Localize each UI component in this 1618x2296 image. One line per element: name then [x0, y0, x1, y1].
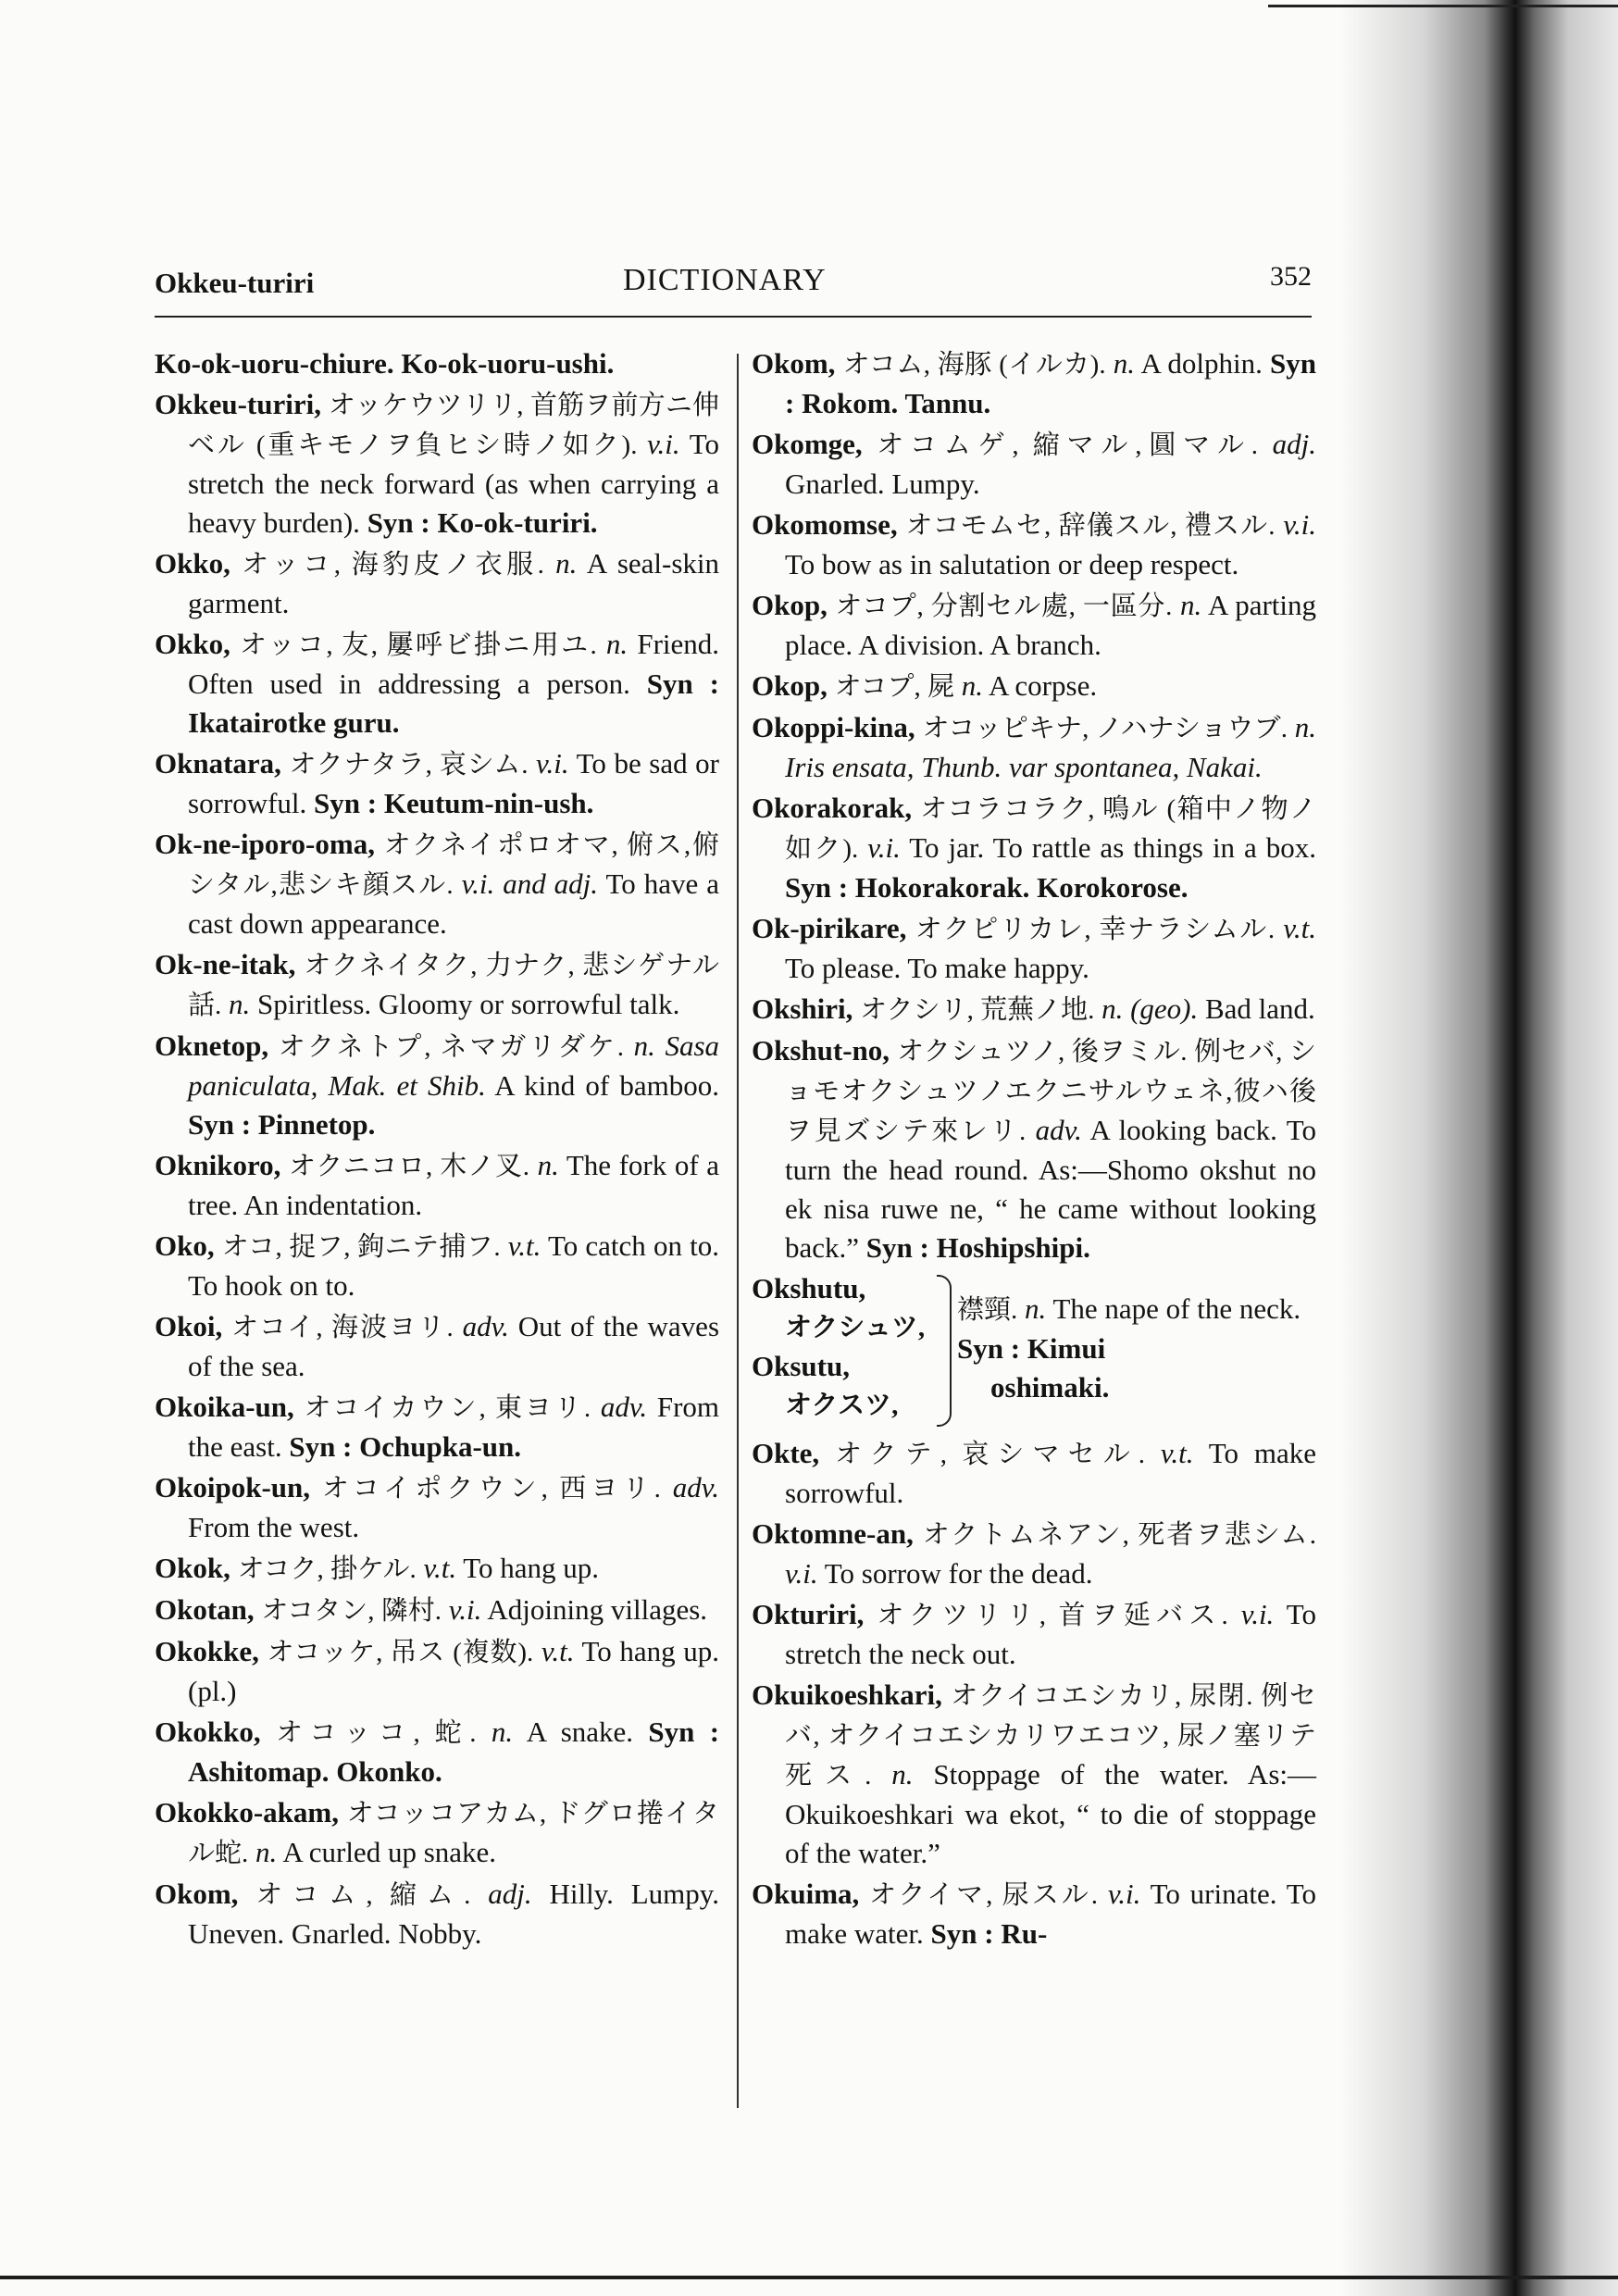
right-column [752, 344, 1316, 1955]
entry-headword: Okorakorak, [752, 792, 913, 824]
entry-synonym: Syn : Pinnetop. [188, 1108, 376, 1141]
entry-japanese: オッコ, 海豹皮ノ衣服. [242, 550, 544, 580]
entry-headword: Okuikoeshkari, [752, 1678, 942, 1711]
entry-grammar: v.i. [867, 831, 901, 864]
entry-headword: Oknikoro, [155, 1149, 281, 1181]
entry-definition: To stretch the neck out. [785, 1598, 1316, 1670]
book-title: DICTIONARY [623, 263, 827, 297]
entry-grammar: v.t. [541, 1635, 575, 1667]
entry-definition: To be sad or sorrowful. [188, 747, 720, 819]
entry-headword: Okko, [155, 547, 230, 580]
entry-japanese: オクピリカレ, 幸ナラシムル. [915, 915, 1276, 944]
entry-headword: Okop, [752, 669, 828, 702]
entry-grammar: n. [891, 1758, 914, 1791]
entry-japanese: オコイポクウン, 西ヨリ. [321, 1474, 661, 1504]
entry-japanese: オクツリリ, 首ヲ延バス. [877, 1601, 1228, 1630]
entry-definition: A dolphin. [1140, 347, 1263, 380]
dictionary-entry [155, 1027, 719, 1144]
entry-japanese: オッコ, 友, 屢呼ビ掛ニ用ユ. [240, 630, 597, 660]
dictionary-entry [752, 1515, 1316, 1593]
entry-grammar: v.i. [448, 1593, 482, 1626]
entry-grammar: adj. [1272, 428, 1316, 460]
entry-headword: Okokko-akam, [155, 1796, 339, 1828]
dictionary-entry [752, 667, 1316, 706]
dictionary-entry [752, 1031, 1316, 1267]
dictionary-entry [752, 909, 1316, 988]
entry-japanese: オコム, 海豚 (イルカ). [842, 350, 1106, 380]
brace-head-3: Oksutu, [752, 1350, 850, 1382]
entry-headword: Okokke, [155, 1635, 259, 1667]
entry-definition: To hang up. [463, 1552, 600, 1584]
brace-head-1: Okshutu, [752, 1272, 866, 1304]
dictionary-entry [752, 1676, 1316, 1873]
entry-grammar: v.t. [507, 1229, 541, 1262]
entry-japanese: オクイコエシカリ, 尿閉. 例セバ, オクイコエシカリワエコツ, 尿ノ塞リテ死ス. [785, 1681, 1317, 1791]
dictionary-entry [155, 1591, 719, 1630]
scan-edge-bottom [0, 2276, 1618, 2279]
entry-definition: From the west. [188, 1511, 360, 1543]
entry-headword: Okomomse, [752, 508, 898, 541]
entry-headword: Oknatara, [155, 747, 281, 780]
dictionary-entry [752, 1875, 1316, 1953]
entry-japanese: オコイ, 海波ヨリ. [231, 1313, 454, 1342]
entry-japanese: オクシュツノ, 後ヲミル. 例セバ, ショモオクシュツノエクニサルウェネ,彼ハ後ヲ見ズシテ來レリ. [785, 1037, 1316, 1146]
entry-japanese: オクナタラ, 哀シム. [289, 750, 529, 780]
entry-japanese: オクテ, 哀シマセル. [835, 1440, 1146, 1469]
entry-grammar: n. [605, 628, 629, 660]
entry-grammar: adj. [488, 1878, 532, 1910]
entry-definition: Out of the waves of the sea. [188, 1310, 720, 1382]
brace-syn: Syn : Kimui [957, 1332, 1106, 1365]
entry-headword: Okoppi-kina, [752, 711, 915, 743]
entry-japanese: オクイマ, 尿スル. [869, 1880, 1099, 1910]
dictionary-entry [155, 344, 719, 383]
entry-grammar: n. [1179, 589, 1202, 621]
entry-japanese: オコタン, 隣村. [261, 1596, 442, 1626]
entry-synonym: Syn : Rokom. Tannu. [785, 347, 1317, 419]
entry-definition: To sorrow for the dead. [824, 1557, 1093, 1590]
book-binding-shadow [1340, 0, 1618, 2296]
entry-headword: Okokko, [155, 1716, 261, 1748]
entry-headword: Ok-pirikare, [752, 912, 907, 944]
dictionary-entry [155, 544, 719, 623]
curly-brace [937, 1275, 952, 1427]
entry-grammar: adv. [672, 1471, 720, 1504]
brace-def-text: The nape of the neck. [1052, 1292, 1301, 1325]
entry-japanese: オクネイポロオマ, 俯ス,俯シタル,悲シキ顔スル. [188, 830, 719, 900]
entry-grammar: v.i. [1107, 1878, 1141, 1910]
entry-grammar: v.i. and adj. [461, 867, 599, 900]
entry-japanese: オコラコラク, 鳴ル (箱中ノ物ノ如ク). [785, 794, 1317, 864]
brace-head-2: オクシュツ, [785, 1313, 926, 1342]
entry-definition: To stretch the neck forward (as when carrying a heavy burden). [188, 428, 719, 539]
dictionary-entry [155, 625, 719, 742]
entry-continuation: Ko-ok-uoru-chiure. Ko-ok-uoru-ushi. [155, 347, 615, 380]
entry-japanese: オコ, 捉フ, 鉤ニテ捕フ. [221, 1232, 501, 1262]
entry-japanese: オコム, 縮ム. [255, 1880, 471, 1910]
entry-grammar: v.i. [1283, 508, 1316, 541]
header-rule [155, 316, 1312, 318]
dictionary-entry [155, 744, 719, 823]
entry-headword: Okko, [155, 628, 230, 660]
dictionary-entry [752, 505, 1316, 584]
entry-japanese: オコモムセ, 辞儀スル, 禮スル. [905, 511, 1276, 541]
entry-grammar: n. Sasa paniculata, Mak. et Shib. [188, 1029, 720, 1102]
entry-definition: To have a cast down appearance. [188, 867, 719, 940]
entry-grammar: adv. [1035, 1114, 1082, 1146]
dictionary-entry [752, 708, 1316, 787]
entry-definition: A snake. [526, 1716, 634, 1748]
entry-headword: Okshiri, [752, 992, 853, 1025]
entry-grammar: n. [537, 1149, 559, 1181]
entry-headword: Okoi, [155, 1310, 223, 1342]
entry-definition: Spiritless. Gloomy or sorrowful talk. [257, 988, 680, 1020]
entry-japanese: オクトムネアン, 死者ヲ悲シム. [922, 1520, 1316, 1550]
entry-japanese: オコッピキナ, ノハナショウブ. [922, 714, 1288, 743]
entry-grammar: n. [229, 988, 251, 1020]
entry-definition: To bow as in salutation or deep respect. [785, 548, 1239, 580]
entry-headword: Ok-ne-iporo-oma, [155, 828, 375, 860]
entry-japanese: オコプ, 屍 [834, 672, 954, 702]
entry-definition: Adjoining villages. [487, 1593, 708, 1626]
entry-headword: Okte, [752, 1437, 820, 1469]
brace-gram: n. [1025, 1292, 1047, 1325]
entry-grammar: v.i. [536, 747, 569, 780]
brace-definition [957, 1290, 1316, 1407]
entry-japanese: オッケウツリリ, 首筋ヲ前方ニ伸ベル (重キモノヲ負ヒシ時ノ如ク). [188, 391, 720, 460]
brace-jp: 襟頸. [957, 1295, 1018, 1325]
entry-headword: Okoipok-un, [155, 1471, 311, 1504]
dictionary-entry [155, 945, 719, 1025]
entry-japanese: オコッケ, 吊ス (複数). [267, 1638, 534, 1667]
entry-definition: The fork of a tree. An indentation. [188, 1149, 719, 1221]
entry-grammar: n. [255, 1836, 278, 1868]
dictionary-entry [155, 1793, 719, 1873]
dictionary-entry [155, 1632, 719, 1711]
entry-grammar: v.i. [647, 428, 680, 460]
entry-definition: To hang up. (pl.) [188, 1635, 719, 1707]
entry-synonym: Syn : Ikatairotke guru. [188, 668, 720, 739]
entry-synonym: Syn : Ru- [930, 1917, 1048, 1950]
dictionary-entry [752, 344, 1316, 423]
entry-headword: Okop, [752, 589, 828, 621]
entry-headword: Okotan, [155, 1593, 255, 1626]
running-head: Okkeu-turiri [155, 267, 315, 299]
entry-grammar: adv. [462, 1310, 509, 1342]
entry-grammar: n. Iris ensata, Thunb. var spontanea, Nakai. [785, 711, 1317, 783]
dictionary-entry [752, 789, 1316, 907]
entry-definition: To jar. To rattle as things in a box. [909, 831, 1316, 864]
entry-japanese: オコイカウン, 東ヨリ. [304, 1393, 591, 1423]
dictionary-entry [752, 586, 1316, 665]
entry-grammar: n. [491, 1716, 514, 1748]
entry-synonym: Syn : Ochupka-un. [289, 1430, 522, 1463]
entry-definition: A kind of bamboo. [494, 1069, 719, 1102]
dictionary-entry [155, 1146, 719, 1225]
entry-definition: A curled up snake. [282, 1836, 497, 1868]
dictionary-entry [155, 1549, 719, 1589]
entry-headword: Okoika-un, [155, 1391, 294, 1423]
entry-japanese: オコッコアカム, ドグロ捲イタル蛇. [188, 1799, 720, 1868]
entry-grammar: v.t. [423, 1552, 457, 1584]
brace-head-4: オクスツ, [785, 1391, 899, 1420]
column-divider [737, 354, 739, 2108]
entry-grammar: n. [555, 547, 578, 580]
brace-entry [752, 1269, 1316, 1434]
entry-headword: Okom, [752, 347, 836, 380]
dictionary-entry [155, 825, 719, 943]
dictionary-entry [752, 990, 1316, 1029]
dictionary-entry [752, 1434, 1316, 1513]
entry-definition: Gnarled. Lumpy. [785, 468, 980, 500]
entry-headword: Okuima, [752, 1878, 860, 1910]
entry-synonym: Syn : Ashitomap. Okonko. [188, 1716, 720, 1788]
dictionary-entry [155, 1875, 719, 1953]
entry-grammar: n. [1113, 347, 1136, 380]
entry-headword: Okshut-no, [752, 1034, 890, 1067]
entry-headword: Oko, [155, 1229, 215, 1262]
scan-edge-top [1268, 5, 1618, 7]
dictionary-entry [752, 1595, 1316, 1674]
entry-definition: A looking back. To turn the head round. As:—Shomo okshut no ek nisa ruwe ne, “ he came without looking back.” [785, 1114, 1316, 1264]
entry-headword: Okomge, [752, 428, 863, 460]
entry-japanese: オクネトプ, ネマガリダケ. [278, 1032, 624, 1062]
entry-definition: To please. To make happy. [785, 952, 1089, 984]
entry-headword: Okom, [155, 1878, 239, 1910]
entry-synonym: Syn : Ko-ok-turiri. [367, 506, 598, 539]
brace-syn-rest: oshimaki. [990, 1371, 1110, 1404]
entry-definition: From the east. [188, 1391, 720, 1463]
dictionary-entry [155, 1307, 719, 1386]
dictionary-entry [155, 1227, 719, 1305]
entry-headword: Okok, [155, 1552, 230, 1584]
dictionary-entry [155, 1713, 719, 1791]
entry-headword: Oktomne-an, [752, 1517, 914, 1550]
brace-headwords [752, 1269, 937, 1425]
entry-definition: Stoppage of the water. As:—Okuikoeshkari wa ekot, “ to die of stoppage of the water.” [785, 1758, 1316, 1869]
entry-headword: Okkeu-turiri, [155, 388, 321, 420]
entry-definition: A seal-skin garment. [188, 547, 720, 619]
entry-synonym: Syn : Hoshipshipi. [865, 1231, 1090, 1264]
entry-grammar: n. [961, 669, 983, 702]
entry-grammar: adv. [600, 1391, 648, 1423]
entry-japanese: オコムゲ, 縮マル,圓マル. [877, 430, 1259, 460]
entry-definition: Bad land. [1204, 992, 1315, 1025]
entry-japanese: オコク, 掛ケル. [237, 1554, 417, 1584]
entry-grammar: n. (geo). [1101, 992, 1199, 1025]
entry-grammar: v.i. [1240, 1598, 1275, 1630]
entry-synonym: Syn : Hokorakorak. Korokorose. [785, 871, 1189, 904]
entry-definition: Friend. Often used in addressing a person. [188, 628, 720, 700]
entry-japanese: オコプ, 分割セル處, 一區分. [835, 592, 1173, 621]
entry-japanese: オクニコロ, 木ノ叉. [288, 1152, 529, 1181]
entry-definition: A parting place. A division. A branch. [785, 589, 1316, 661]
entry-grammar: v.t. [1160, 1437, 1194, 1469]
entry-headword: Oknetop, [155, 1029, 269, 1062]
entry-definition: To make sorrowful. [785, 1437, 1317, 1509]
entry-definition: To catch on to. To hook on to. [188, 1229, 720, 1302]
entry-grammar: v.i. [785, 1557, 818, 1590]
left-column [155, 344, 719, 1955]
entry-definition: A corpse. [989, 669, 1098, 702]
page-number: 352 [1270, 261, 1312, 292]
entry-definition: Hilly. Lumpy. Uneven. Gnarled. Nobby. [188, 1878, 720, 1950]
entry-japanese: オクネイタク, 力ナク, 悲シゲナル話. [188, 951, 719, 1020]
entry-japanese: オクシリ, 荒蕪ノ地. [860, 995, 1095, 1025]
entry-definition: To urinate. To make water. [785, 1878, 1316, 1950]
page-header [155, 261, 1312, 313]
dictionary-entry [155, 385, 719, 543]
entry-headword: Ok-ne-itak, [155, 948, 296, 980]
entry-grammar: v.t. [1283, 912, 1316, 944]
dictionary-entry [155, 1468, 719, 1547]
dictionary-entry [155, 1388, 719, 1466]
dictionary-entry [752, 425, 1316, 504]
entry-synonym: Syn : Keutum-nin-ush. [314, 787, 594, 819]
entry-japanese: オコッコ, 蛇. [275, 1718, 477, 1748]
entry-headword: Okturiri, [752, 1598, 865, 1630]
